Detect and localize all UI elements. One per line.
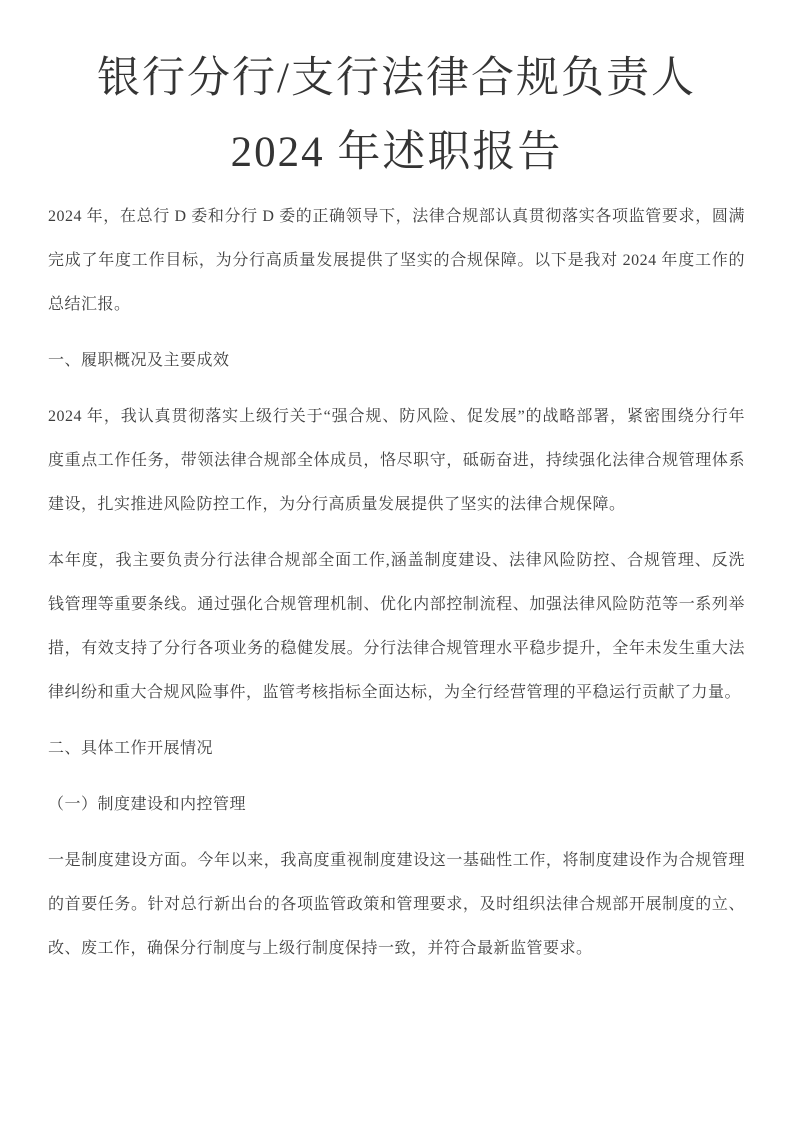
document-title bbox=[48, 42, 745, 190]
document-title-line1: 银行分行/支行法律合规负责人 bbox=[97, 55, 696, 102]
paragraph-intro: 2024 年，在总行 D 委和分行 D 委的正确领导下，法律合规部认真贯彻落实各项监管要求，圆满完成了年度工作目标，为分行高质量发展提供了坚实的合规保障。以下是我对 2024 年度工作的总结汇报。 bbox=[48, 208, 745, 313]
document-title-line2: 2024 年述职报告 bbox=[230, 129, 563, 176]
paragraph-system-building: 一是制度建设方面。今年以来，我高度重视制度建设这一基础性工作，将制度建设作为合规管理的首要任务。针对总行新出台的各项监管政策和管理要求，及时组织法律合规部开展制度的立、改、废工作，确保分行制度与上级行制度保持一致，并符合最新监管要求。 bbox=[48, 852, 745, 957]
paragraph-responsibilities: 本年度，我主要负责分行法律合规部全面工作,涵盖制度建设、法律风险防控、合规管理、反洗钱管理等重要条线。通过强化合规管理机制、优化内部控制流程、加强法律风险防范等一系列举措，有效支持了分行各项业务的稳健发展。分行法律合规管理水平稳步提升，全年未发生重大法律纠纷和重大合规风险事件，监管考核指标全面达标，为全行经营管理的平稳运行贡献了力量。 bbox=[48, 552, 745, 701]
paragraph-performance-overview: 2024 年，我认真贯彻落实上级行关于“强合规、防风险、促发展”的战略部署，紧密围绕分行年度重点工作任务，带领法律合规部全体成员，恪尽职守，砥砺奋进，持续强化法律合规管理体系建设，扎实推进风险防控工作，为分行高质量发展提供了坚实的法律合规保障。 bbox=[48, 408, 745, 513]
section-heading-1: 一、履职概况及主要成效 bbox=[48, 352, 230, 369]
section-heading-2: 二、具体工作开展情况 bbox=[48, 740, 214, 757]
subsection-heading-2-1: （一）制度建设和内控管理 bbox=[48, 796, 247, 813]
